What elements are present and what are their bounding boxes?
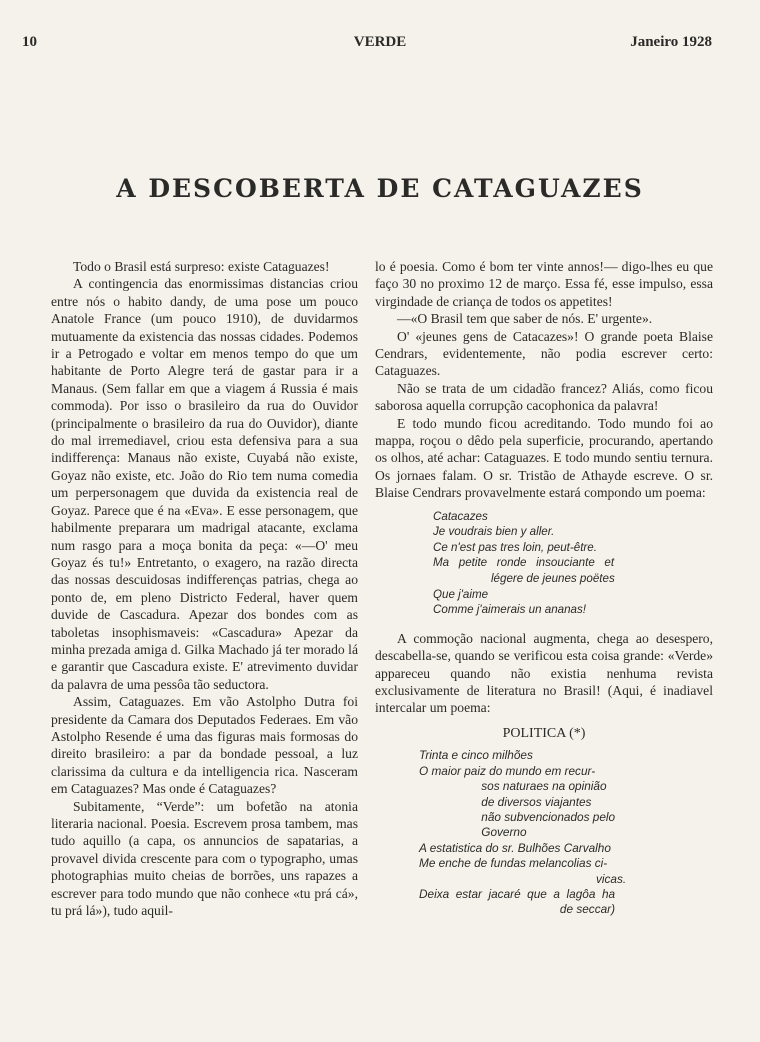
- poem-politica: [419, 748, 713, 917]
- article-title: A DESCOBERTA DE CATAGUAZES: [116, 174, 644, 203]
- paragraph: A contingencia das enormissimas distancias criou entre nós o habito dandy, de uma pose um pouco Anatole France (um pouco 1910), de duvidarmos mutuamente da existencia das nossas cidades. Podemos ir a Petrogado e voltar em menos tempo do que um habitante de Porto Alegre terá de gastar para ir a Manaus. (Sem fallar em que a viagem á Russia é mais commoda). Por isso o brasileiro da rua do Ouvidor (principalmente o brasileiro da rua do Ouvidor), diante do mal irremediavel, criou esta defensiva para a sua indifferença: Manaus não existe, Cuyabá não existe, Goyaz não existe, etc. João do Rio tem numa comedia um perpersonagem que duvida da existencia real de Goyaz. Parece que é na «Eva». E esse personagem, que habilmente preparara um madrigal atacante, exclama num rasgo para a moça bonita da peça: «—O' meu Goyaz és tu!» Entretanto, o exagero, na razão directa das nossas descuidosas indifferenças patrias, chega ao ponto de, em pleno Districto Federal, haver quem duvide de Cascadura. Apezar dos bondes com as taboletas insophismaveis: «Cascadura» Apezar da minha prezada amiga d. Gilka Machado já ter morado lá e garantir que Cascadura existe. E' atrevimento duvidar da palavra de uma pessôa tão seductora.: [51, 276, 358, 692]
- poem-cendrars: [433, 509, 713, 618]
- magazine-name: VERDE: [353, 34, 407, 50]
- page-header: [0, 34, 760, 54]
- issue-date: Janeiro 1928: [630, 34, 712, 50]
- poem-line: Que j'aime: [433, 587, 489, 601]
- right-column: [375, 258, 713, 918]
- paragraph: O' «jeunes gens de Catacazes»! O grande poeta Blaise Cendrars, evidentemente, não podia escrever certo: Cataguazes.: [375, 328, 713, 379]
- paragraph: E todo mundo ficou acreditando. Todo mundo foi ao mappa, roçou o dêdo pela superficie, procurando, apertando os olhos, até achar: Cataguazes. E todo mundo sentiu ternura. Os jornaes falam. O sr. Tristão de Athayde escreve. O sr. Blaise Cendrars provavelmente estará compondo um poema:: [375, 415, 713, 501]
- poem-line: de diversos viajantes: [419, 794, 592, 809]
- poem-line: A estatistica do sr. Bulhões Carvalho: [419, 840, 611, 855]
- paragraph: Subitamente, “Verde”: um bofetão na atonia literaria nacional. Poesia. Escrevem prosa tambem, mas tudo aquillo (a capa, os annuncios de sapatarias, a provavel divida crescente para com o typographo, umas photographias muito cheias de borrões, uns rapazes a escrever para todo mundo que não conhece «tu prá cá», tu prá lá»), tudo aquil-: [51, 798, 358, 919]
- poem-line: Governo: [419, 825, 527, 840]
- paragraph: lo é poesia. Como é bom ter vinte annos!— digo-lhes eu que faço 30 no proximo 12 de março. Essa fé, esse impulso, essa virgindade de criança de todos os appetites!: [375, 259, 713, 309]
- paragraph: Assim, Cataguazes. Em vão Astolpho Dutra foi presidente da Camara dos Deputados Federaes. Em vão Astolpho Resende é uma das figuras mais formosas do direito brasileiro: a par da bondade pessoal, a luz clarissima da cultura e da intelligencia rica. Nasceram em Cataguazes? Mas onde é Cataguazes?: [51, 694, 358, 797]
- poem-line: Comme j'aimerais un ananas!: [433, 603, 587, 617]
- poem-politica-title: POLITICA (*): [502, 725, 586, 741]
- paragraph: Não se trata de um cidadão francez? Aliás, como ficou saborosa aquella corrupção cacophonica da palavra!: [375, 380, 713, 414]
- page-number: 10: [22, 34, 37, 50]
- left-column: [51, 258, 358, 919]
- poem-line: vicas.: [419, 871, 627, 886]
- poem-line: légere de jeunes poëtes: [433, 572, 615, 586]
- poem-line: Ma petite ronde insouciante et: [433, 556, 615, 570]
- poem-line: Je voudrais bien y aller.: [433, 525, 555, 539]
- poem-line: Catacazes: [433, 509, 488, 523]
- poem-line: não subvencionados pelo: [419, 809, 616, 824]
- poem-line: sos naturaes na opinião: [419, 779, 607, 794]
- paragraph: —«O Brasil tem que saber de nós. E' urgente».: [397, 311, 653, 327]
- paragraph: Todo o Brasil está surpreso: existe Cataguazes!: [73, 259, 330, 274]
- paragraph: A commoção nacional augmenta, chega ao desespero, descabella-se, quando se verificou esta coisa grande: «Verde» appareceu quando não existia nenhuma revista exclusivamente de literatura no Brasil! (Aqui, é inadiavel intercalar um poema:: [375, 630, 713, 716]
- poem-line: Ce n'est pas tres loin, peut-être.: [433, 540, 597, 554]
- poem-line: de seccar): [419, 902, 616, 917]
- poem-line: Deixa estar jacaré que a lagôa ha: [419, 886, 616, 901]
- poem-line: O maior paiz do mundo em recur-: [419, 763, 596, 778]
- poem-line: Trinta e cinco milhões: [419, 748, 533, 763]
- poem-line: Me enche de fundas melancolias ci-: [419, 856, 608, 871]
